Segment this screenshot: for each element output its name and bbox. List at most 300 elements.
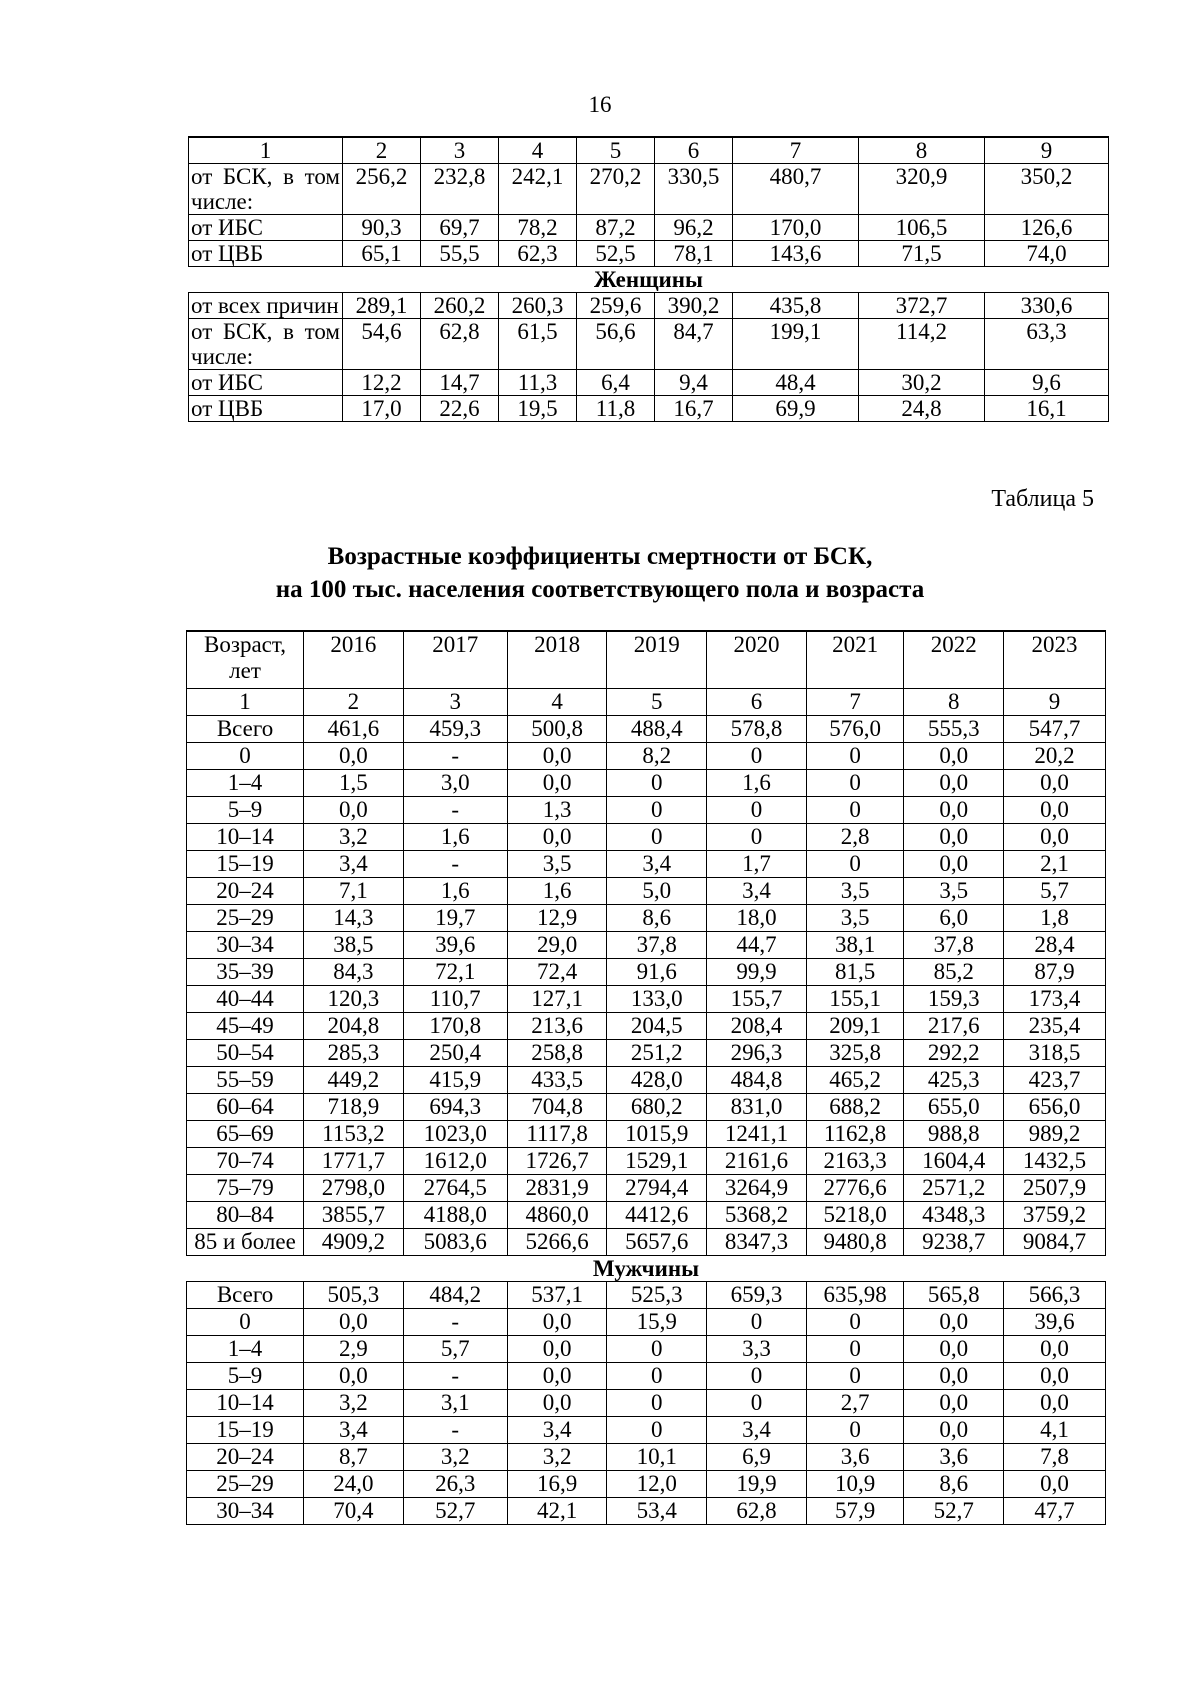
table-cell: 9084,7: [1004, 1229, 1106, 1256]
table-cell: 5,7: [403, 1336, 507, 1363]
table-cell: 127,1: [507, 986, 607, 1013]
table-cell: 9480,8: [806, 1229, 904, 1256]
table-cell: 155,1: [806, 986, 904, 1013]
table-cell: 14,3: [304, 905, 404, 932]
table-cell: 4,1: [1004, 1417, 1106, 1444]
table-cell: 0: [707, 797, 807, 824]
table-cell: 8347,3: [707, 1229, 807, 1256]
table-cell: 114,2: [859, 319, 985, 370]
table-row: [187, 1282, 1106, 1309]
table-cell: 372,7: [859, 293, 985, 319]
table-cell: 0: [707, 1309, 807, 1336]
table-cell: 0,0: [507, 1363, 607, 1390]
table-cell: 11,8: [577, 396, 655, 422]
table-cell: 39,6: [1004, 1309, 1106, 1336]
table-cell: 0: [806, 1363, 904, 1390]
table-cell: 19,7: [403, 905, 507, 932]
table-cell: 0: [707, 1390, 807, 1417]
table-cell: 62,8: [707, 1498, 807, 1525]
table-cell: 12,9: [507, 905, 607, 932]
table-row: [187, 1363, 1106, 1390]
table-cell: 1726,7: [507, 1148, 607, 1175]
table-cell: 259,6: [577, 293, 655, 319]
table-cell: 0,0: [904, 1390, 1004, 1417]
header-year: 2021: [806, 631, 904, 689]
table-cell: 425,3: [904, 1067, 1004, 1094]
table-cell: 44,7: [707, 932, 807, 959]
table-cell: 320,9: [859, 164, 985, 215]
table-cell: 0,0: [1004, 797, 1106, 824]
table-cell: 3,4: [304, 1417, 404, 1444]
table-cell: 99,9: [707, 959, 807, 986]
table-cell: 22,6: [421, 396, 499, 422]
table-cell: 0,0: [304, 797, 404, 824]
section-women-label: Женщины: [189, 267, 1109, 293]
table-cell: 390,2: [655, 293, 733, 319]
table-cell: 488,4: [607, 716, 707, 743]
table-cell: 3,4: [607, 851, 707, 878]
table-cell: 1,6: [707, 770, 807, 797]
table-cell: -: [403, 1363, 507, 1390]
table-cell: 0: [607, 1363, 707, 1390]
table-cell: 65,1: [343, 241, 421, 267]
row-label: от ЦВБ: [189, 396, 343, 422]
column-number: 9: [1004, 689, 1106, 716]
table-title-line-1: Возрастные коэффициенты смертности от БСК,: [327, 543, 873, 570]
table-cell: 19,9: [707, 1471, 807, 1498]
page-number: 16: [588, 92, 612, 117]
column-number: 9: [985, 137, 1109, 164]
table-cell: 26,3: [403, 1471, 507, 1498]
header-year: 2023: [1004, 631, 1106, 689]
table-cell: 659,3: [707, 1282, 807, 1309]
table-cell: 213,6: [507, 1013, 607, 1040]
table-cell: 0: [607, 1336, 707, 1363]
table-cell: 289,1: [343, 293, 421, 319]
table-cell: 242,1: [499, 164, 577, 215]
table-cell: 56,6: [577, 319, 655, 370]
table-cell: 62,8: [421, 319, 499, 370]
section-men-label: Мужчины: [187, 1256, 1106, 1282]
table-cell: -: [403, 1417, 507, 1444]
table-cell: 14,7: [421, 370, 499, 396]
table-cell: 3264,9: [707, 1175, 807, 1202]
table-cell: 1,6: [403, 824, 507, 851]
table-caption: Таблица 5: [991, 486, 1094, 512]
table-cell: 208,4: [707, 1013, 807, 1040]
table-row: [187, 1094, 1106, 1121]
table-row: [187, 851, 1106, 878]
table-cell: 2,8: [806, 824, 904, 851]
header-year: 2016: [304, 631, 404, 689]
table-cell: 988,8: [904, 1121, 1004, 1148]
table-cell: 704,8: [507, 1094, 607, 1121]
table-cell: 0,0: [904, 1363, 1004, 1390]
table-cell: 1117,8: [507, 1121, 607, 1148]
table-cell: 0,0: [904, 851, 1004, 878]
table-cell: 330,5: [655, 164, 733, 215]
table-cell: 9,4: [655, 370, 733, 396]
row-label: от ИБС: [189, 370, 343, 396]
row-label: от ЦВБ: [189, 241, 343, 267]
table-cell: 72,1: [403, 959, 507, 986]
table-cell: 325,8: [806, 1040, 904, 1067]
column-number: 1: [187, 689, 304, 716]
header-year: 2022: [904, 631, 1004, 689]
table-row: [187, 716, 1106, 743]
table-cell: 525,3: [607, 1282, 707, 1309]
table-cell: 256,2: [343, 164, 421, 215]
age-group: Всего: [187, 1282, 304, 1309]
age-group: 45–49: [187, 1013, 304, 1040]
table-cell: 1015,9: [607, 1121, 707, 1148]
table-cell: 96,2: [655, 215, 733, 241]
table-row: [189, 241, 1109, 267]
table-cell: 38,5: [304, 932, 404, 959]
table-cell: 173,4: [1004, 986, 1106, 1013]
table-cell: 3,6: [904, 1444, 1004, 1471]
table-cell: 4412,6: [607, 1202, 707, 1229]
table-cell: 0,0: [1004, 770, 1106, 797]
column-number: 1: [189, 137, 343, 164]
table-cell: 0: [707, 1363, 807, 1390]
table-cell: 635,98: [806, 1282, 904, 1309]
table-cell: 0,0: [904, 1309, 1004, 1336]
age-group: 75–79: [187, 1175, 304, 1202]
row-label: от ИБС: [189, 215, 343, 241]
table-row: [187, 1175, 1106, 1202]
table-cell: 3855,7: [304, 1202, 404, 1229]
table-cell: 0: [607, 797, 707, 824]
table-cell: 0: [607, 1390, 707, 1417]
table-cell: 4188,0: [403, 1202, 507, 1229]
table-cell: 423,7: [1004, 1067, 1106, 1094]
table-cell: 0: [806, 851, 904, 878]
column-number-row: [187, 689, 1106, 716]
column-number: 4: [499, 137, 577, 164]
table-cell: 2794,4: [607, 1175, 707, 1202]
table-row: [189, 293, 1109, 319]
table-cell: 8,7: [304, 1444, 404, 1471]
table-row: [187, 1309, 1106, 1336]
table-cell: 1,6: [403, 878, 507, 905]
table-cell: 7,1: [304, 878, 404, 905]
table-cell: 270,2: [577, 164, 655, 215]
table-cell: 0,0: [1004, 824, 1106, 851]
age-mortality-table: [186, 630, 1106, 1525]
table-cell: 566,3: [1004, 1282, 1106, 1309]
table-cell: 5266,6: [507, 1229, 607, 1256]
header-row: [187, 631, 1106, 689]
table-cell: 537,1: [507, 1282, 607, 1309]
table-cell: -: [403, 851, 507, 878]
table-cell: 1,7: [707, 851, 807, 878]
table-cell: 16,7: [655, 396, 733, 422]
table-cell: 235,4: [1004, 1013, 1106, 1040]
table-cell: 52,5: [577, 241, 655, 267]
table-cell: 3,2: [403, 1444, 507, 1471]
column-number: 6: [655, 137, 733, 164]
table-cell: 47,7: [1004, 1498, 1106, 1525]
table-cell: 170,8: [403, 1013, 507, 1040]
column-number: 2: [304, 689, 404, 716]
section-men: [187, 1256, 1106, 1282]
table-cell: 330,6: [985, 293, 1109, 319]
table-cell: 143,6: [733, 241, 859, 267]
table-cell: 1432,5: [1004, 1148, 1106, 1175]
table-cell: 831,0: [707, 1094, 807, 1121]
column-number: 3: [421, 137, 499, 164]
table-cell: 6,9: [707, 1444, 807, 1471]
table-cell: 61,5: [499, 319, 577, 370]
table-cell: 37,8: [607, 932, 707, 959]
table-cell: 3,4: [507, 1417, 607, 1444]
table-cell: 3,3: [707, 1336, 807, 1363]
table-cell: 20,2: [1004, 743, 1106, 770]
table-cell: 11,3: [499, 370, 577, 396]
table-cell: 3,6: [806, 1444, 904, 1471]
table-cell: 204,8: [304, 1013, 404, 1040]
table-cell: 9238,7: [904, 1229, 1004, 1256]
table-cell: 2,9: [304, 1336, 404, 1363]
table-title-line-2: на 100 тыс. населения соответствующего пола и возраста: [275, 576, 925, 603]
table-cell: 285,3: [304, 1040, 404, 1067]
table-cell: 52,7: [403, 1498, 507, 1525]
table-cell: 159,3: [904, 986, 1004, 1013]
table-cell: 0,0: [1004, 1336, 1106, 1363]
table-cell: 655,0: [904, 1094, 1004, 1121]
table-cell: 5657,6: [607, 1229, 707, 1256]
age-group: 80–84: [187, 1202, 304, 1229]
table-row: [187, 1498, 1106, 1525]
table-cell: 30,2: [859, 370, 985, 396]
table-cell: 3,4: [304, 851, 404, 878]
table-cell: 1023,0: [403, 1121, 507, 1148]
table-cell: 84,3: [304, 959, 404, 986]
table-cell: 81,5: [806, 959, 904, 986]
age-group: 25–29: [187, 905, 304, 932]
table-cell: 0: [607, 824, 707, 851]
table-cell: 1241,1: [707, 1121, 807, 1148]
table-cell: 71,5: [859, 241, 985, 267]
age-group: 0: [187, 1309, 304, 1336]
table-cell: 28,4: [1004, 932, 1106, 959]
table-row: [187, 932, 1106, 959]
table-cell: 1612,0: [403, 1148, 507, 1175]
table-cell: 4860,0: [507, 1202, 607, 1229]
table-cell: 688,2: [806, 1094, 904, 1121]
table-cell: 52,7: [904, 1498, 1004, 1525]
table-cell: 1771,7: [304, 1148, 404, 1175]
table-cell: 1153,2: [304, 1121, 404, 1148]
age-group: 25–29: [187, 1471, 304, 1498]
table-cell: 260,3: [499, 293, 577, 319]
column-number-row: [189, 137, 1109, 164]
age-group: 70–74: [187, 1148, 304, 1175]
table-cell: 500,8: [507, 716, 607, 743]
age-group: 55–59: [187, 1067, 304, 1094]
table-cell: 2,1: [1004, 851, 1106, 878]
age-group: 30–34: [187, 932, 304, 959]
table-cell: 0,0: [904, 743, 1004, 770]
table-cell: 1,5: [304, 770, 404, 797]
column-number: 5: [577, 137, 655, 164]
table-cell: 48,4: [733, 370, 859, 396]
table-cell: 84,7: [655, 319, 733, 370]
table-cell: 0: [806, 1417, 904, 1444]
table-cell: 428,0: [607, 1067, 707, 1094]
table-cell: 0: [607, 1417, 707, 1444]
table-row: [189, 319, 1109, 370]
table-cell: 63,3: [985, 319, 1109, 370]
age-group: 10–14: [187, 1390, 304, 1417]
table-cell: 1,8: [1004, 905, 1106, 932]
table-cell: 29,0: [507, 932, 607, 959]
table-cell: 0: [806, 797, 904, 824]
section-women: [189, 267, 1109, 293]
row-label: от БСК, в том числе:: [189, 319, 343, 370]
table-cell: 74,0: [985, 241, 1109, 267]
column-number: 5: [607, 689, 707, 716]
table-cell: 1162,8: [806, 1121, 904, 1148]
table-row: [187, 1202, 1106, 1229]
table-cell: 680,2: [607, 1094, 707, 1121]
table-cell: 0,0: [507, 770, 607, 797]
table-cell: 106,5: [859, 215, 985, 241]
table-cell: 232,8: [421, 164, 499, 215]
table-row: [187, 959, 1106, 986]
table-cell: 449,2: [304, 1067, 404, 1094]
table-cell: 87,9: [1004, 959, 1106, 986]
table-cell: 3,2: [507, 1444, 607, 1471]
age-group: 5–9: [187, 1363, 304, 1390]
table-cell: 3,5: [806, 905, 904, 932]
age-group: 20–24: [187, 878, 304, 905]
table-cell: 350,2: [985, 164, 1109, 215]
table-cell: 0,0: [1004, 1390, 1106, 1417]
table-cell: 69,7: [421, 215, 499, 241]
table-cell: 120,3: [304, 986, 404, 1013]
table-cell: 78,2: [499, 215, 577, 241]
continued-table: [188, 136, 1109, 422]
table-cell: 91,6: [607, 959, 707, 986]
age-group: 1–4: [187, 1336, 304, 1363]
column-number: 7: [806, 689, 904, 716]
age-group: 65–69: [187, 1121, 304, 1148]
table-cell: 3,0: [403, 770, 507, 797]
table-cell: 3,4: [707, 878, 807, 905]
table-cell: 2798,0: [304, 1175, 404, 1202]
table-cell: 3,5: [904, 878, 1004, 905]
table-cell: 37,8: [904, 932, 1004, 959]
table-cell: 53,4: [607, 1498, 707, 1525]
age-group: Всего: [187, 716, 304, 743]
table-cell: 292,2: [904, 1040, 1004, 1067]
table-cell: 250,4: [403, 1040, 507, 1067]
table-cell: 2161,6: [707, 1148, 807, 1175]
age-group: 15–19: [187, 1417, 304, 1444]
table-cell: 90,3: [343, 215, 421, 241]
header-year: 2017: [403, 631, 507, 689]
header-year: 2019: [607, 631, 707, 689]
table-cell: 4348,3: [904, 1202, 1004, 1229]
table-row: [187, 1229, 1106, 1256]
header-year: 2020: [707, 631, 807, 689]
column-number: 8: [904, 689, 1004, 716]
table-row: [187, 1040, 1106, 1067]
table-cell: 16,1: [985, 396, 1109, 422]
table-row: [187, 878, 1106, 905]
table-cell: 3,2: [304, 824, 404, 851]
table-cell: 578,8: [707, 716, 807, 743]
header-age: Возраст, лет: [187, 631, 304, 689]
table-cell: 38,1: [806, 932, 904, 959]
table-cell: 0: [707, 743, 807, 770]
table-cell: 0,0: [1004, 1471, 1106, 1498]
table-cell: 1,3: [507, 797, 607, 824]
table-cell: 5218,0: [806, 1202, 904, 1229]
table-cell: 0,0: [304, 743, 404, 770]
table-cell: 8,6: [904, 1471, 1004, 1498]
column-number: 4: [507, 689, 607, 716]
table-row: [187, 1067, 1106, 1094]
table-cell: 10,1: [607, 1444, 707, 1471]
table-row: [189, 164, 1109, 215]
table-row: [187, 1471, 1106, 1498]
table-cell: 0: [707, 824, 807, 851]
table-cell: -: [403, 797, 507, 824]
table-cell: 217,6: [904, 1013, 1004, 1040]
table-cell: 24,0: [304, 1471, 404, 1498]
table-cell: 459,3: [403, 716, 507, 743]
table-cell: 70,4: [304, 1498, 404, 1525]
age-group: 20–24: [187, 1444, 304, 1471]
header-year: 2018: [507, 631, 607, 689]
table-cell: 2764,5: [403, 1175, 507, 1202]
table-row: [187, 1013, 1106, 1040]
table-row: [189, 370, 1109, 396]
table-cell: 547,7: [1004, 716, 1106, 743]
table-cell: 78,1: [655, 241, 733, 267]
table-cell: 204,5: [607, 1013, 707, 1040]
table-row: [189, 396, 1109, 422]
table-cell: 7,8: [1004, 1444, 1106, 1471]
table-cell: 0,0: [304, 1309, 404, 1336]
table-cell: 42,1: [507, 1498, 607, 1525]
table-cell: 2571,2: [904, 1175, 1004, 1202]
table-cell: 0,0: [507, 824, 607, 851]
table-cell: 39,6: [403, 932, 507, 959]
table-cell: 8,2: [607, 743, 707, 770]
table-cell: 484,8: [707, 1067, 807, 1094]
age-group: 60–64: [187, 1094, 304, 1121]
table-cell: 656,0: [1004, 1094, 1106, 1121]
table-cell: 5,7: [1004, 878, 1106, 905]
table-cell: 251,2: [607, 1040, 707, 1067]
table-cell: 6,0: [904, 905, 1004, 932]
table-cell: 296,3: [707, 1040, 807, 1067]
table-cell: 2776,6: [806, 1175, 904, 1202]
table-cell: 155,7: [707, 986, 807, 1013]
table-cell: 54,6: [343, 319, 421, 370]
table-cell: 9,6: [985, 370, 1109, 396]
table-cell: 461,6: [304, 716, 404, 743]
column-number: 6: [707, 689, 807, 716]
table-cell: 15,9: [607, 1309, 707, 1336]
table-cell: 433,5: [507, 1067, 607, 1094]
table-cell: 2507,9: [1004, 1175, 1106, 1202]
table-cell: 10,9: [806, 1471, 904, 1498]
